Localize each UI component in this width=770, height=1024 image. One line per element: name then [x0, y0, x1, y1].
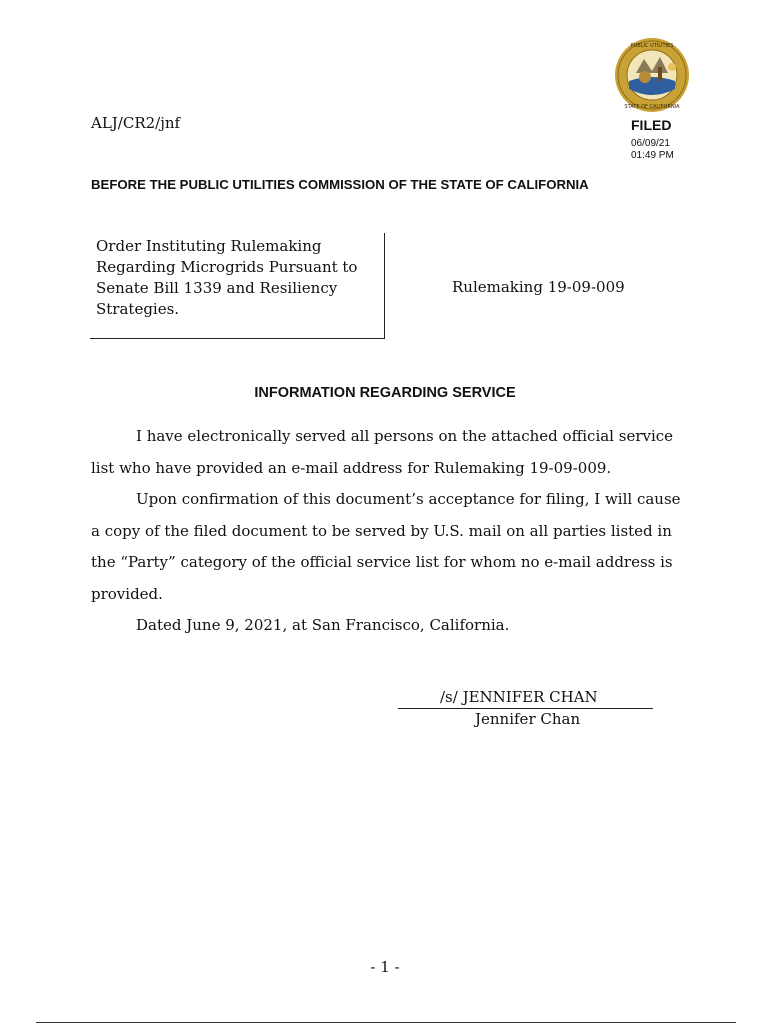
footer-rule	[36, 1022, 736, 1023]
caption-line: Order Instituting Rulemaking	[96, 237, 322, 255]
body-paragraph: Upon confirmation of this document’s acceptance for filing, I will cause a copy of the filed document to be served by U.S. mail on all parties listed in the “Party” category of the official service list for whom no e-mail address is provided.	[91, 490, 681, 603]
proceeding-number: Rulemaking 19-09-009	[452, 278, 625, 296]
section-title: INFORMATION REGARDING SERVICE	[254, 385, 516, 401]
commission-seal	[614, 37, 690, 113]
page-number: - 1 -	[370, 958, 400, 976]
caption-line: Senate Bill 1339 and Resiliency	[96, 279, 338, 297]
body-paragraph: Dated June 9, 2021, at San Francisco, California.	[136, 616, 510, 634]
filed-stamp-time: 01:49 PM	[631, 150, 674, 161]
filed-stamp-date: 06/09/21	[631, 138, 670, 149]
body-paragraph: I have electronically served all persons on the attached official service list who have provided an e-mail address for Rulemaking 19-09-009.	[91, 427, 674, 477]
commission-heading: BEFORE THE PUBLIC UTILITIES COMMISSION OF THE STATE OF CALIFORNIA	[91, 177, 589, 192]
signature-rule	[398, 708, 653, 709]
caption-line: Strategies.	[96, 300, 180, 318]
signatory-name: Jennifer Chan	[475, 710, 581, 728]
caption-line: Regarding Microgrids Pursuant to	[96, 258, 358, 276]
caption-title	[96, 236, 376, 320]
svg-text:STATE OF CALIFORNIA: STATE OF CALIFORNIA	[624, 104, 680, 110]
filed-stamp-label: FILED	[631, 117, 672, 133]
svg-text:PUBLIC UTILITIES: PUBLIC UTILITIES	[630, 43, 674, 49]
signature-line-text: /s/ JENNIFER CHAN	[440, 688, 598, 706]
document-reference: ALJ/CR2/jnf	[91, 114, 181, 132]
